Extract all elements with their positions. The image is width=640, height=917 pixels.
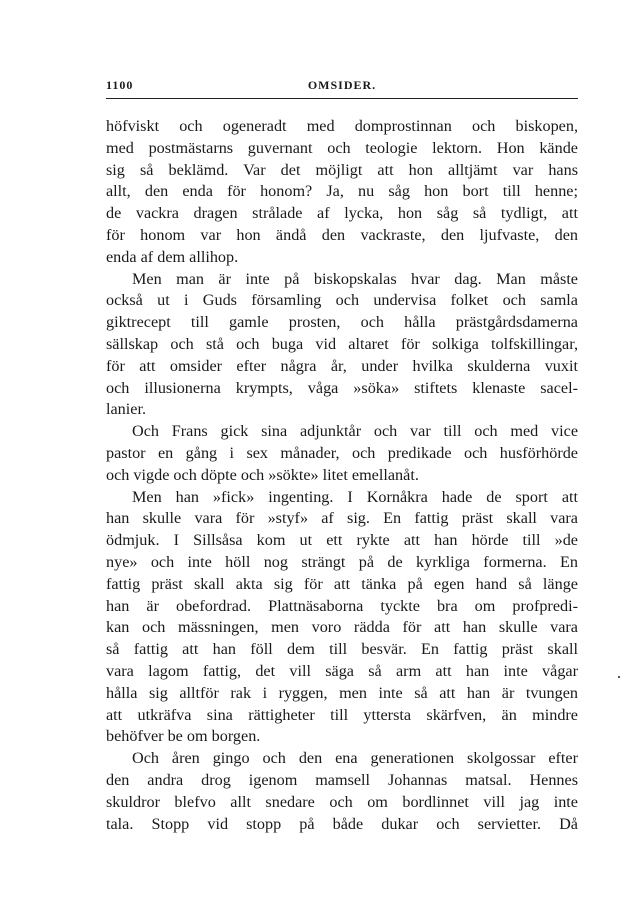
text-line: hålla sig alltför rak i ryggen, men inte så att han är tvungen	[106, 683, 578, 702]
text-line: sällskap och stå och buga vid altaret för solkiga tolfskillingar,	[106, 334, 578, 353]
text-line: och vigde och döpte och »sökte» litet emellanåt.	[106, 465, 419, 484]
paragraph	[106, 421, 578, 486]
text-line: Men han »fick» ingenting. I Kornåkra hade de sport att	[132, 487, 578, 506]
text-line: han är obefordrad. Plattnäsaborna tyckte bra om profpredi-	[106, 596, 578, 615]
text-line: kan och mässningen, men voro rädda för att han skulle vara	[106, 618, 578, 637]
text-line: allt, den enda för honom? Ja, nu såg hon bort till henne;	[106, 182, 578, 201]
text-line: med postmästarns guvernant och teologie lektorn. Hon kände	[106, 138, 578, 157]
text-line: Men man är inte på biskopskalas hvar dag. Man måste	[132, 269, 578, 288]
text-line: lanier.	[106, 400, 147, 419]
text-line: för honom var hon ändå den vackraste, den ljufvaste, den	[106, 225, 578, 244]
text-line: tala. Stopp vid stopp på både dukar och servietter. Då	[106, 814, 578, 833]
text-line: han skulle vara för »styf» af sig. En fattig präst skall vara	[106, 509, 578, 528]
text-line: den andra drog igenom mamsell Johannas matsal. Hennes	[106, 770, 578, 789]
text-line: höfviskt och ogeneradt med domprostinnan och biskopen,	[106, 117, 578, 135]
text-line: de vackra dragen strålade af lycka, hon såg så tydligt, att	[106, 204, 578, 223]
text-line: skuldror blefvo allt snedare och om bordlinnet vill jag inte	[106, 792, 578, 811]
text-line: för att omsider efter några år, under hvilka skulderna vuxit	[106, 356, 578, 375]
text-line: giktrecept till gamle prosten, och hålla prästgårdsdamerna	[106, 313, 578, 332]
text-line: fattig präst skall akta sig för att tänka på egen hand så länge	[106, 574, 578, 593]
text-line: också ut i Guds församling och undervisa folket och samla	[106, 291, 578, 310]
text-line: Och åren gingo och den ena generationen skolgossar efter	[132, 749, 578, 768]
text-line: nye» och inte höll nog strängt på de kyrkliga formerna. En	[106, 552, 578, 571]
text-line: enda af dem allihop.	[106, 247, 239, 266]
text-line: så fattig att han föll dem till besvär. En fattig präst skall	[106, 640, 578, 659]
text-line: och illusionerna krympts, våga »söka» stiftets klenaste sacel-	[106, 378, 578, 397]
print-speck	[618, 676, 620, 678]
paragraph	[106, 487, 578, 749]
page-number: 1100	[106, 78, 134, 92]
page-header	[106, 78, 578, 98]
text-line: pastor en gång i sex månader, och predikade och husförhörde	[106, 443, 578, 462]
paragraph	[106, 116, 578, 269]
body-text	[106, 116, 578, 835]
paragraph	[106, 748, 578, 835]
text-line: ödmjuk. I Sillsåsa kom ut ett rykte att han hörde till »de	[106, 531, 578, 550]
header-rule	[106, 98, 578, 99]
paragraph	[106, 269, 578, 422]
text-line: vara lagom fattig, det vill säga så arm att han inte vågar	[106, 661, 578, 680]
text-line: behöfver be om borgen.	[106, 727, 261, 746]
text-line: Och Frans gick sina adjunktår och var till och med vice	[132, 422, 578, 441]
running-title: OMSIDER.	[307, 78, 377, 92]
text-line: sig så beklämd. Var det möjligt att hon alltjämt var hans	[106, 160, 578, 179]
text-line: att utkräfva sina rättigheter till yttersta skärfven, än mindre	[106, 705, 578, 724]
